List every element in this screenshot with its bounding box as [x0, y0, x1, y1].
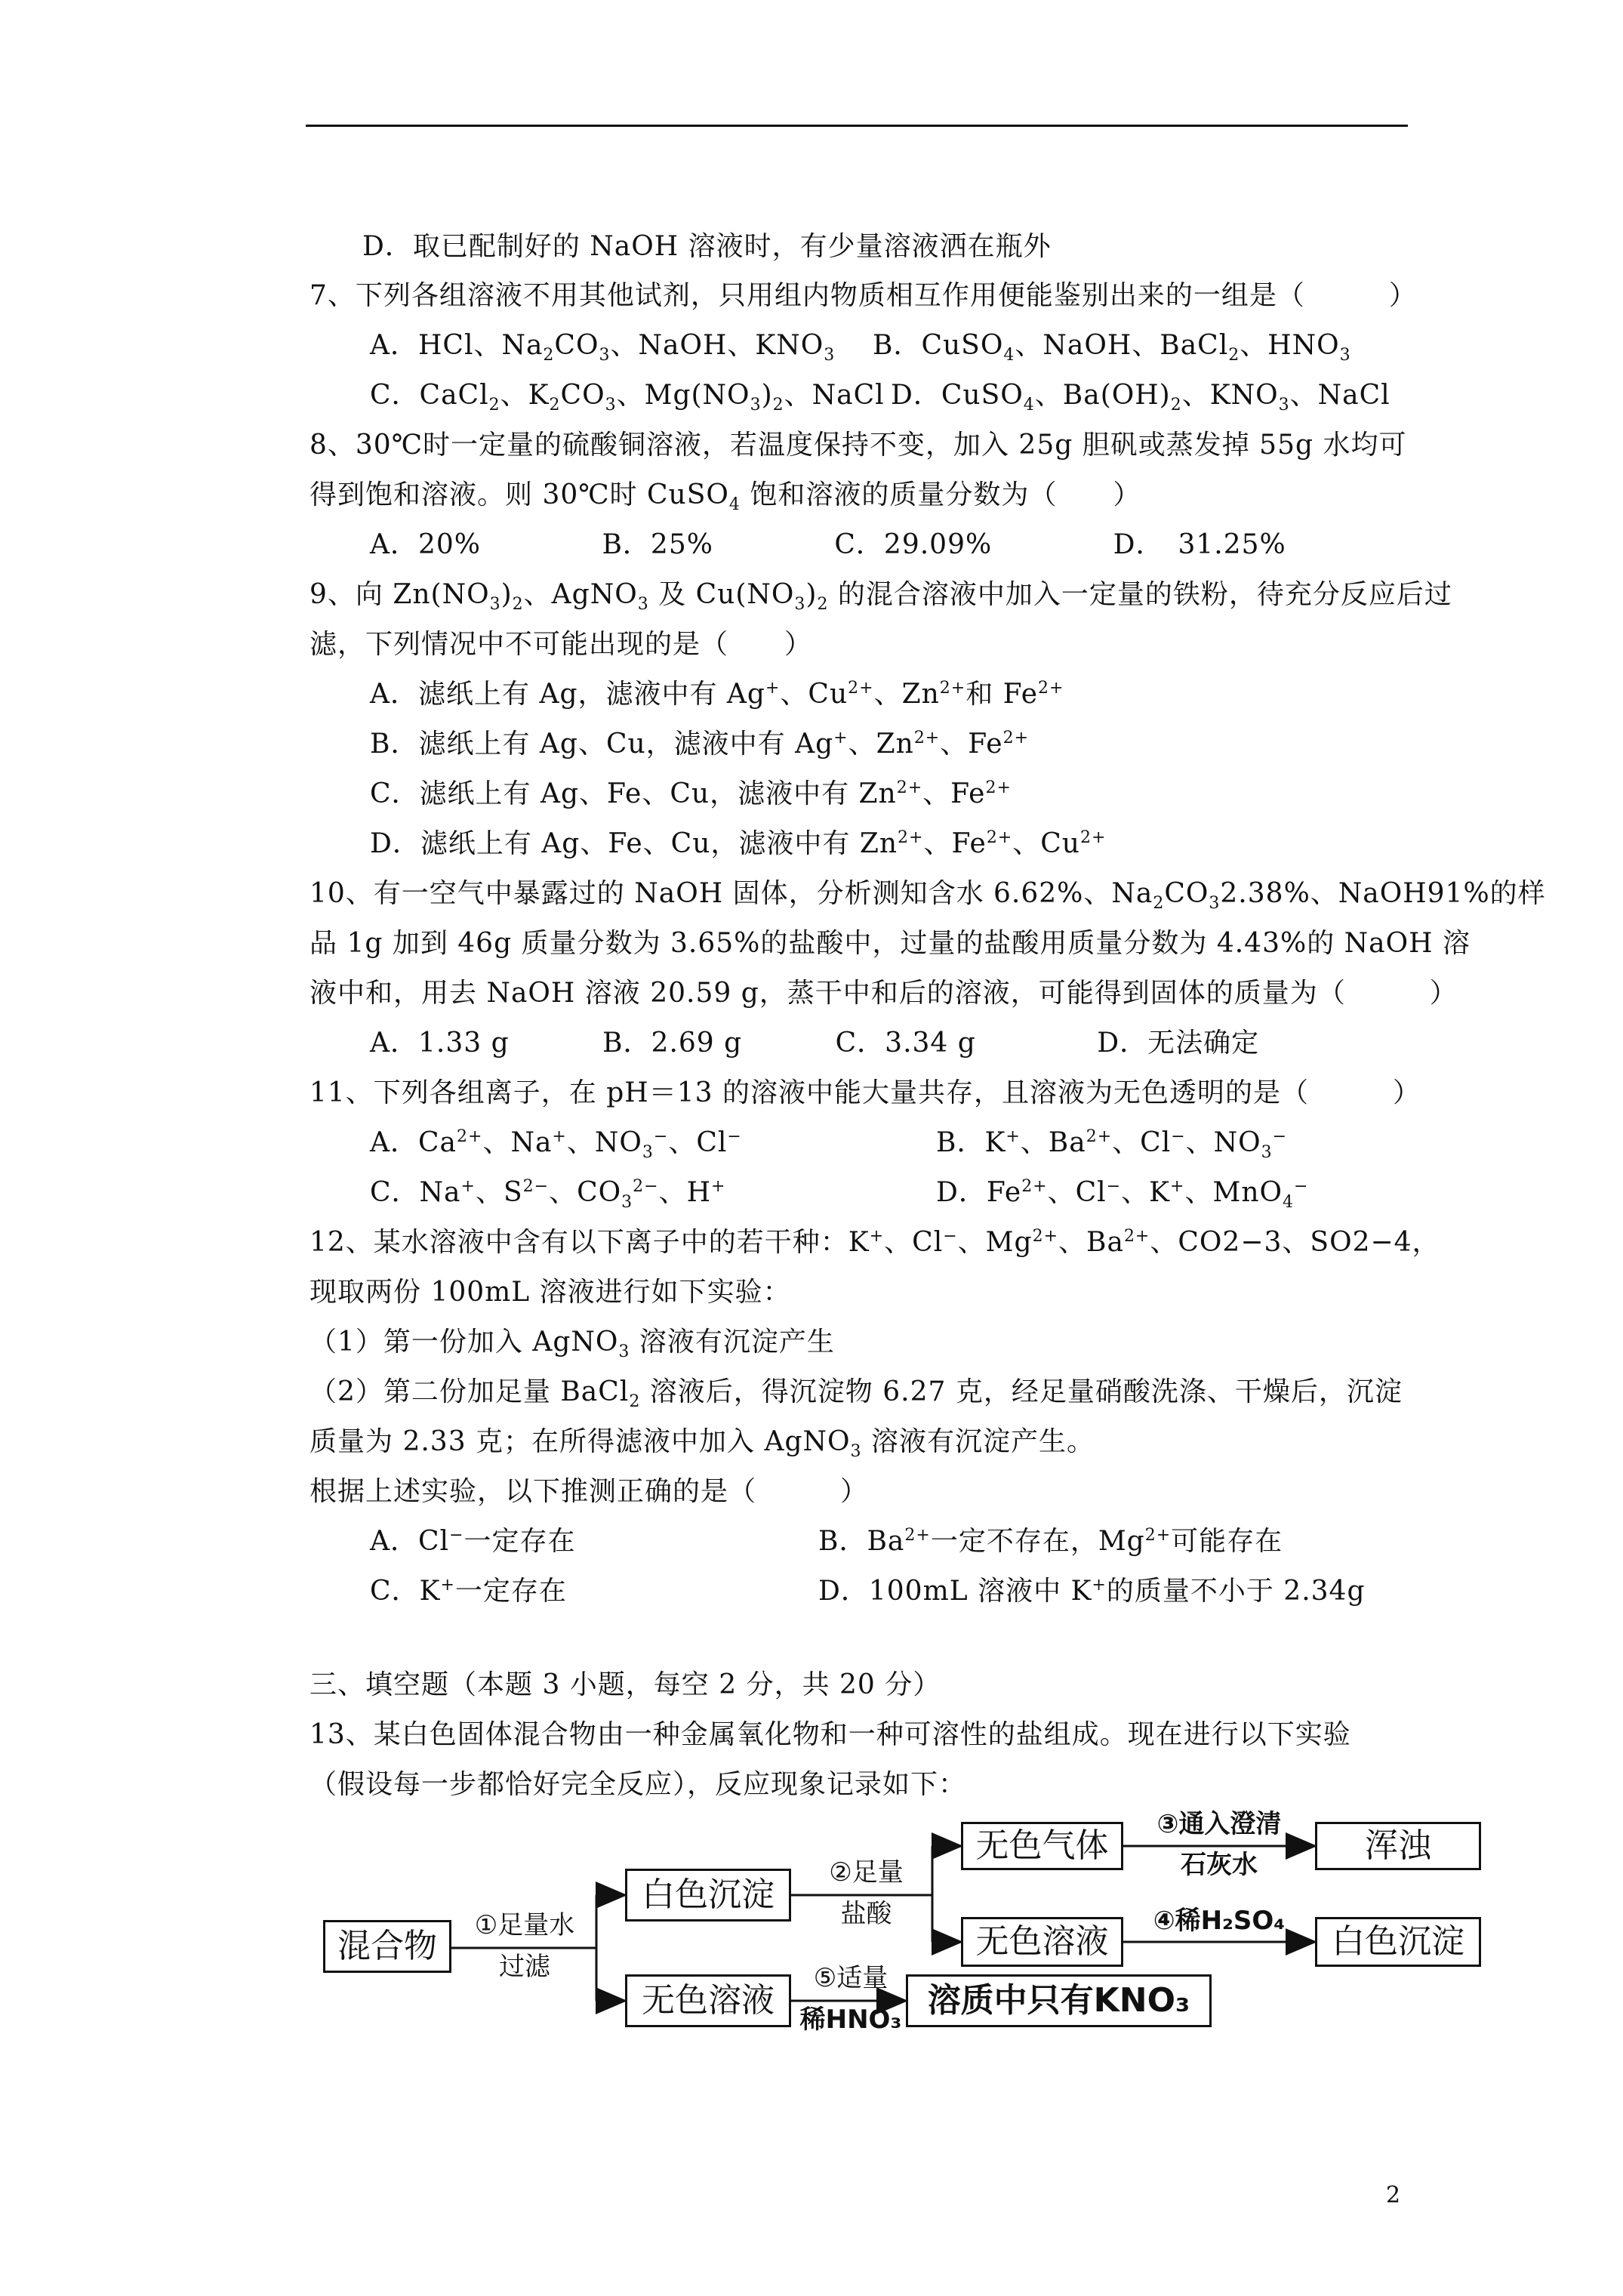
box-white-precipitate-2: 白色沉淀 [1315, 1917, 1481, 1967]
step3-label-top: ③通入澄清 [1156, 1809, 1282, 1839]
text-line-q13b: （假设每一步都恰好完全反应），反应现象记录如下： [310, 1769, 967, 1800]
step2-label-bottom: 盐酸 [840, 1899, 892, 1929]
step5-label-top: ⑤适量 [813, 1963, 888, 1993]
text-line-q12f: 根据上述实验，以下推测正确的是（ ） [310, 1476, 869, 1507]
text-line-q9c: C．滤纸上有 Ag、Fe、Cu，滤液中有 $Zn^{2+}$、$Fe^{2+}$ [370, 778, 1012, 809]
text-line-q7: 7、下列各组溶液不用其他试剂，只用组内物质相互作用便能鉴别出来的一组是（ ） [310, 280, 1417, 311]
text-line-q11: 11、下列各组离子，在 pH＝13 的溶液中能大量共存，且溶液为无色透明的是（ ） [310, 1077, 1421, 1108]
step4-label-top: ④稀H₂SO₄ [1153, 1906, 1286, 1936]
text-line-q11c: C．Na+、$S^{2-}$、$CO_3^{2-}$、H+ [370, 1177, 726, 1213]
text-line-q9: 9、向 $Zn(NO_3)_2$、AgNO$_3$ 及 $Cu(NO_3)_2$ 的混合溶液中加入一定量的铁粉，待充分反应后过 [310, 579, 1452, 615]
text-line-q12c: （1）第一份加入 AgNO$_3$ 溶液有沉淀产生 [310, 1327, 835, 1362]
text-line-q9bb: B．滤纸上有 Ag、Cu，滤液中有 Ag+、$Zn^{2+}$、$Fe^{2+}$ [370, 729, 1030, 760]
text-line-q11b: B．K+、$Ba^{2+}$、Cl−、$NO_3^-$ [936, 1127, 1288, 1163]
text-line-q7c: C．CaCl$_2$、$K_2CO_3$、$Mg(NO_3)_2$、NaCl [370, 380, 885, 415]
box-turbid: 浑浊 [1315, 1822, 1481, 1870]
box-only-kno3: 溶质中只有KNO₃ [906, 1974, 1212, 2027]
text-line-q10b: 品 1g 加到 46g 质量分数为 3.65%的盐酸中，过量的盐酸用质量分数为 4.43%的 NaOH 溶 [310, 928, 1471, 959]
text-line-q10: 10、有一空气中暴露过的 NaOH 固体，分析测知含水 6.62%、$Na_2CO_32.38\%$、NaOH91%的样 [310, 878, 1546, 914]
text-line-q10a: A．1.33 g B．2.69 g C．3.34 g D．无法确定 [370, 1028, 1260, 1059]
text-line-q12dd: D．100mL 溶液中 K+的质量不小于 2.34g [818, 1576, 1366, 1607]
step5-label-bottom: 稀HNO₃ [799, 2005, 902, 2035]
text-line-q11d: D．$Fe^{2+}$、Cl−、K+、MnO$_4$− [936, 1177, 1309, 1213]
text-line-q8a: A．20% B．25% C．29.09% D． 31.25% [370, 529, 1286, 560]
text-line-q12d: （2）第二份加足量 BaCl$_2$ 溶液后，得沉淀物 6.27 克，经足量硝酸洗涤、干燥后，沉淀 [310, 1376, 1403, 1412]
box-colorless-solution: 无色溶液 [625, 1974, 791, 2027]
text-line-q12cc: C．K+一定存在 [370, 1576, 567, 1607]
text-line-q12b: 现取两份 100mL 溶液进行如下实验： [310, 1277, 791, 1308]
text-line-q11a: A．$Ca^{2+}$、Na+、$NO_3^-$、Cl− [370, 1127, 742, 1163]
text-line-q9a: A．滤纸上有 Ag，滤液中有 Ag+、$Cu^{2+}$、$Zn^{2+}$和 $Fe^{2+}$ [370, 679, 1064, 710]
step1-label-top: ①足量水 [474, 1910, 575, 1940]
step2-label-top: ②足量 [829, 1857, 904, 1888]
box-white-precipitate: 白色沉淀 [625, 1869, 791, 1922]
text-line-q8b: 得到饱和溶液。则 30℃时 CuSO$_4$ 饱和溶液的质量分数为（ ） [310, 479, 1141, 515]
text-line-q9b: 滤，下列情况中不可能出现的是（ ） [310, 629, 813, 660]
text-line-q13: 13、某白色固体混合物由一种金属氧化物和一种可溶性的盐组成。现在进行以下实验 [310, 1719, 1351, 1750]
text-line-q9d: D．滤纸上有 Ag、Fe、Cu，滤液中有 $Zn^{2+}$、$Fe^{2+}$、$Cu^{2+}$ [370, 828, 1107, 859]
text-line-q7d: D．CuSO$_4$、$Ba(OH)_2$、$KNO_3$、NaCl [891, 380, 1390, 415]
text-line-q10c: 液中和，用去 NaOH 溶液 20.59 g，蒸干中和后的溶液，可能得到固体的质量为（ ） [310, 978, 1458, 1009]
text-line-q7a: A．HCl、$Na_2CO_3$、NaOH、$KNO_3$ [370, 330, 836, 365]
box-colorless-solution-2: 无色溶液 [961, 1917, 1123, 1967]
step3-label-bottom: 石灰水 [1181, 1850, 1258, 1880]
box-mixture: 混合物 [323, 1920, 451, 1973]
box-colorless-gas: 无色气体 [961, 1822, 1123, 1870]
text-line-d_prev: D．取已配制好的 NaOH 溶液时，有少量溶液洒在瓶外 [362, 231, 1052, 262]
text-line-q7b: B．CuSO$_4$、NaOH、BaCl$_2$、$HNO_3$ [873, 330, 1351, 365]
text-line-q12a: A．Cl−一定存在 [370, 1526, 576, 1557]
step1-label-bottom: 过滤 [499, 1952, 550, 1982]
text-line-q12e: 质量为 2.33 克；在所得滤液中加入 AgNO$_3$ 溶液有沉淀产生。 [310, 1426, 1095, 1462]
text-line-q8: 8、30℃时一定量的硫酸铜溶液，若温度保持不变，加入 25g 胆矾或蒸发掉 55g 水均可 [310, 430, 1407, 461]
text-line-q12bb: B．$Ba^{2+}$一定不存在，$Mg^{2+}$可能存在 [818, 1526, 1283, 1557]
text-line-q12: 12、某水溶液中含有以下离子中的若干种：K+、Cl−、$Mg^{2+}$、$Ba^{2+}$、CO2−3、SO2−4， [310, 1227, 1440, 1258]
page-number: 2 [1386, 2182, 1401, 2208]
text-line-sec3: 三、填空题（本题 3 小题，每空 2 分，共 20 分） [310, 1669, 941, 1700]
